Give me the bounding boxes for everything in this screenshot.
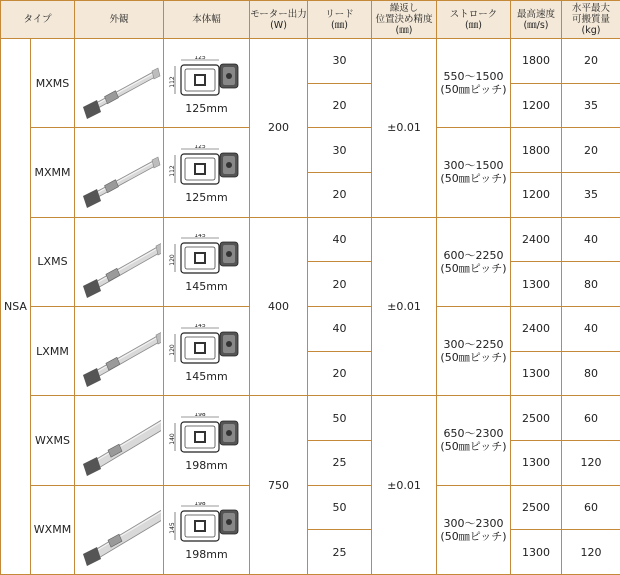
max-speed-cell: 1300	[511, 262, 562, 307]
actuator-slider	[105, 180, 119, 193]
cross-section-drawing	[167, 145, 247, 189]
cross-section-drawing	[167, 324, 247, 368]
type-name-cell: LXMS	[31, 217, 75, 306]
lead-cell: 30	[308, 128, 372, 173]
lead-cell: 30	[308, 39, 372, 84]
motor-shaft	[226, 341, 232, 347]
body-logo-mark	[196, 522, 204, 530]
stroke-pitch: (50㎜ピッチ)	[440, 172, 507, 186]
type-name-cell: MXMM	[31, 128, 75, 217]
appearance-cell	[75, 217, 164, 306]
appearance-cell	[75, 306, 164, 395]
payload-cell: 35	[562, 172, 620, 217]
lead-cell: 20	[308, 351, 372, 396]
cross-section-drawing	[167, 234, 247, 278]
max-speed-cell: 1200	[511, 172, 562, 217]
spec-body	[1, 39, 620, 575]
lead-cell: 20	[308, 83, 372, 128]
body-width-cell	[164, 217, 250, 306]
table-row	[1, 217, 620, 262]
type-name-cell: MXMS	[31, 39, 75, 128]
payload-cell: 20	[562, 128, 620, 173]
table-row	[1, 128, 620, 173]
actuator-slider	[106, 268, 120, 281]
lead-cell: 50	[308, 396, 372, 441]
max-speed-cell: 2500	[511, 396, 562, 441]
cross-section-drawing	[167, 413, 247, 457]
actuator-slider	[106, 357, 120, 370]
max-speed-cell: 2400	[511, 306, 562, 351]
stroke-cell	[437, 217, 511, 306]
stroke-pitch: (50㎜ピッチ)	[440, 529, 507, 543]
stroke-pitch: (50㎜ピッチ)	[440, 261, 507, 275]
stroke-pitch: (50㎜ピッチ)	[440, 83, 507, 97]
dim-side-value: 120	[168, 343, 176, 356]
payload-cell: 20	[562, 39, 620, 84]
body-width-cell	[164, 396, 250, 485]
header-payload: 水平最大 可搬質量 (kg)	[562, 1, 620, 39]
max-speed-cell: 1300	[511, 351, 562, 396]
stroke-cell	[437, 39, 511, 128]
type-name-cell: WXMS	[31, 396, 75, 485]
actuator-image	[77, 132, 161, 212]
payload-cell: 35	[562, 83, 620, 128]
motor-output-cell: 400	[250, 217, 308, 396]
appearance-cell	[75, 39, 164, 128]
body-width-cell	[164, 485, 250, 574]
motor-shaft	[226, 519, 232, 525]
motor-shaft	[226, 430, 232, 436]
header-row	[1, 1, 620, 39]
stroke-cell	[437, 128, 511, 217]
stroke-range: 300～1500	[443, 159, 504, 173]
payload-cell: 40	[562, 217, 620, 262]
body-logo-mark	[196, 433, 204, 441]
body-logo-mark	[196, 165, 204, 173]
table-row	[1, 306, 620, 351]
body-width-label: 125mm	[185, 190, 228, 204]
motor-shaft	[226, 251, 232, 257]
lead-cell: 40	[308, 217, 372, 262]
motor-shaft	[226, 162, 232, 168]
max-speed-cell: 2500	[511, 485, 562, 530]
motor-output-cell: 200	[250, 39, 308, 218]
header-appearance: 外観	[75, 1, 164, 39]
stroke-cell	[437, 485, 511, 574]
max-speed-cell: 1300	[511, 530, 562, 575]
header-type: タイプ	[1, 1, 75, 39]
stroke-range: 300～2300	[443, 516, 504, 530]
header-body-width: 本体幅	[164, 1, 250, 39]
actuator-image	[77, 43, 161, 123]
payload-cell: 80	[562, 262, 620, 307]
dim-top-value: 125	[193, 144, 206, 150]
dim-top-value: 198	[193, 502, 206, 508]
type-name-cell: WXMM	[31, 485, 75, 574]
dim-top-value: 145	[193, 234, 206, 240]
body-width-label: 198mm	[185, 458, 228, 472]
dim-side-value: 140	[168, 433, 176, 445]
dim-top-value: 198	[193, 412, 206, 418]
lead-cell: 20	[308, 172, 372, 217]
max-speed-cell: 1300	[511, 440, 562, 485]
dim-side-value: 112	[168, 165, 176, 177]
table-row	[1, 39, 620, 84]
payload-cell: 80	[562, 351, 620, 396]
body-logo-mark	[196, 76, 204, 84]
repeat-accuracy-cell: ±0.01	[372, 396, 437, 575]
body-width-cell	[164, 128, 250, 217]
dim-side-value: 145	[168, 522, 176, 535]
stroke-pitch: (50㎜ピッチ)	[440, 351, 507, 365]
lead-cell: 50	[308, 485, 372, 530]
stroke-range: 600～2250	[443, 248, 504, 262]
lead-cell: 25	[308, 530, 372, 575]
max-speed-cell: 2400	[511, 217, 562, 262]
header-max-speed: 最高速度 (㎜/s)	[511, 1, 562, 39]
payload-cell: 40	[562, 306, 620, 351]
stroke-range: 650～2300	[443, 427, 504, 441]
payload-cell: 120	[562, 440, 620, 485]
header-stroke: ストローク (㎜)	[437, 1, 511, 39]
motor-output-cell: 750	[250, 396, 308, 575]
stroke-cell	[437, 306, 511, 395]
actuator-image	[77, 490, 161, 570]
cross-section-drawing	[167, 502, 247, 546]
appearance-cell	[75, 396, 164, 485]
max-speed-cell: 1200	[511, 83, 562, 128]
table-row	[1, 485, 620, 530]
actuator-slider	[105, 91, 119, 104]
payload-cell: 120	[562, 530, 620, 575]
payload-cell: 60	[562, 485, 620, 530]
lead-cell: 25	[308, 440, 372, 485]
body-width-label: 198mm	[185, 548, 228, 562]
actuator-image	[77, 311, 161, 391]
max-speed-cell: 1800	[511, 128, 562, 173]
header-lead: リード (㎜)	[308, 1, 372, 39]
motor-shaft	[226, 73, 232, 79]
header-repeat-accuracy: 繰返し 位置決め精度 (㎜)	[372, 1, 437, 39]
stroke-cell	[437, 396, 511, 485]
series-cell: NSA	[1, 39, 31, 575]
actuator-image	[77, 400, 161, 480]
dim-side-value: 120	[168, 254, 176, 267]
stroke-range: 300～2250	[443, 338, 504, 352]
lead-cell: 20	[308, 262, 372, 307]
body-width-cell	[164, 306, 250, 395]
repeat-accuracy-cell: ±0.01	[372, 39, 437, 218]
repeat-accuracy-cell: ±0.01	[372, 217, 437, 396]
body-logo-mark	[196, 254, 204, 262]
dim-top-value: 145	[193, 323, 206, 329]
header-motor: モーター出力 (W)	[250, 1, 308, 39]
cross-section-drawing	[167, 56, 247, 100]
max-speed-cell: 1800	[511, 39, 562, 84]
appearance-cell	[75, 485, 164, 574]
body-width-label: 145mm	[185, 369, 228, 383]
type-name-cell: LXMM	[31, 306, 75, 395]
stroke-range: 550～1500	[443, 70, 504, 84]
lead-cell: 40	[308, 306, 372, 351]
body-width-label: 145mm	[185, 280, 228, 294]
dim-top-value: 125	[193, 55, 206, 61]
body-logo-mark	[196, 344, 204, 352]
actuator-image	[77, 222, 161, 302]
table-row	[1, 396, 620, 441]
body-width-label: 125mm	[185, 101, 228, 115]
appearance-cell	[75, 128, 164, 217]
stroke-pitch: (50㎜ピッチ)	[440, 440, 507, 454]
body-width-cell	[164, 39, 250, 128]
payload-cell: 60	[562, 396, 620, 441]
dim-side-value: 112	[168, 75, 176, 88]
